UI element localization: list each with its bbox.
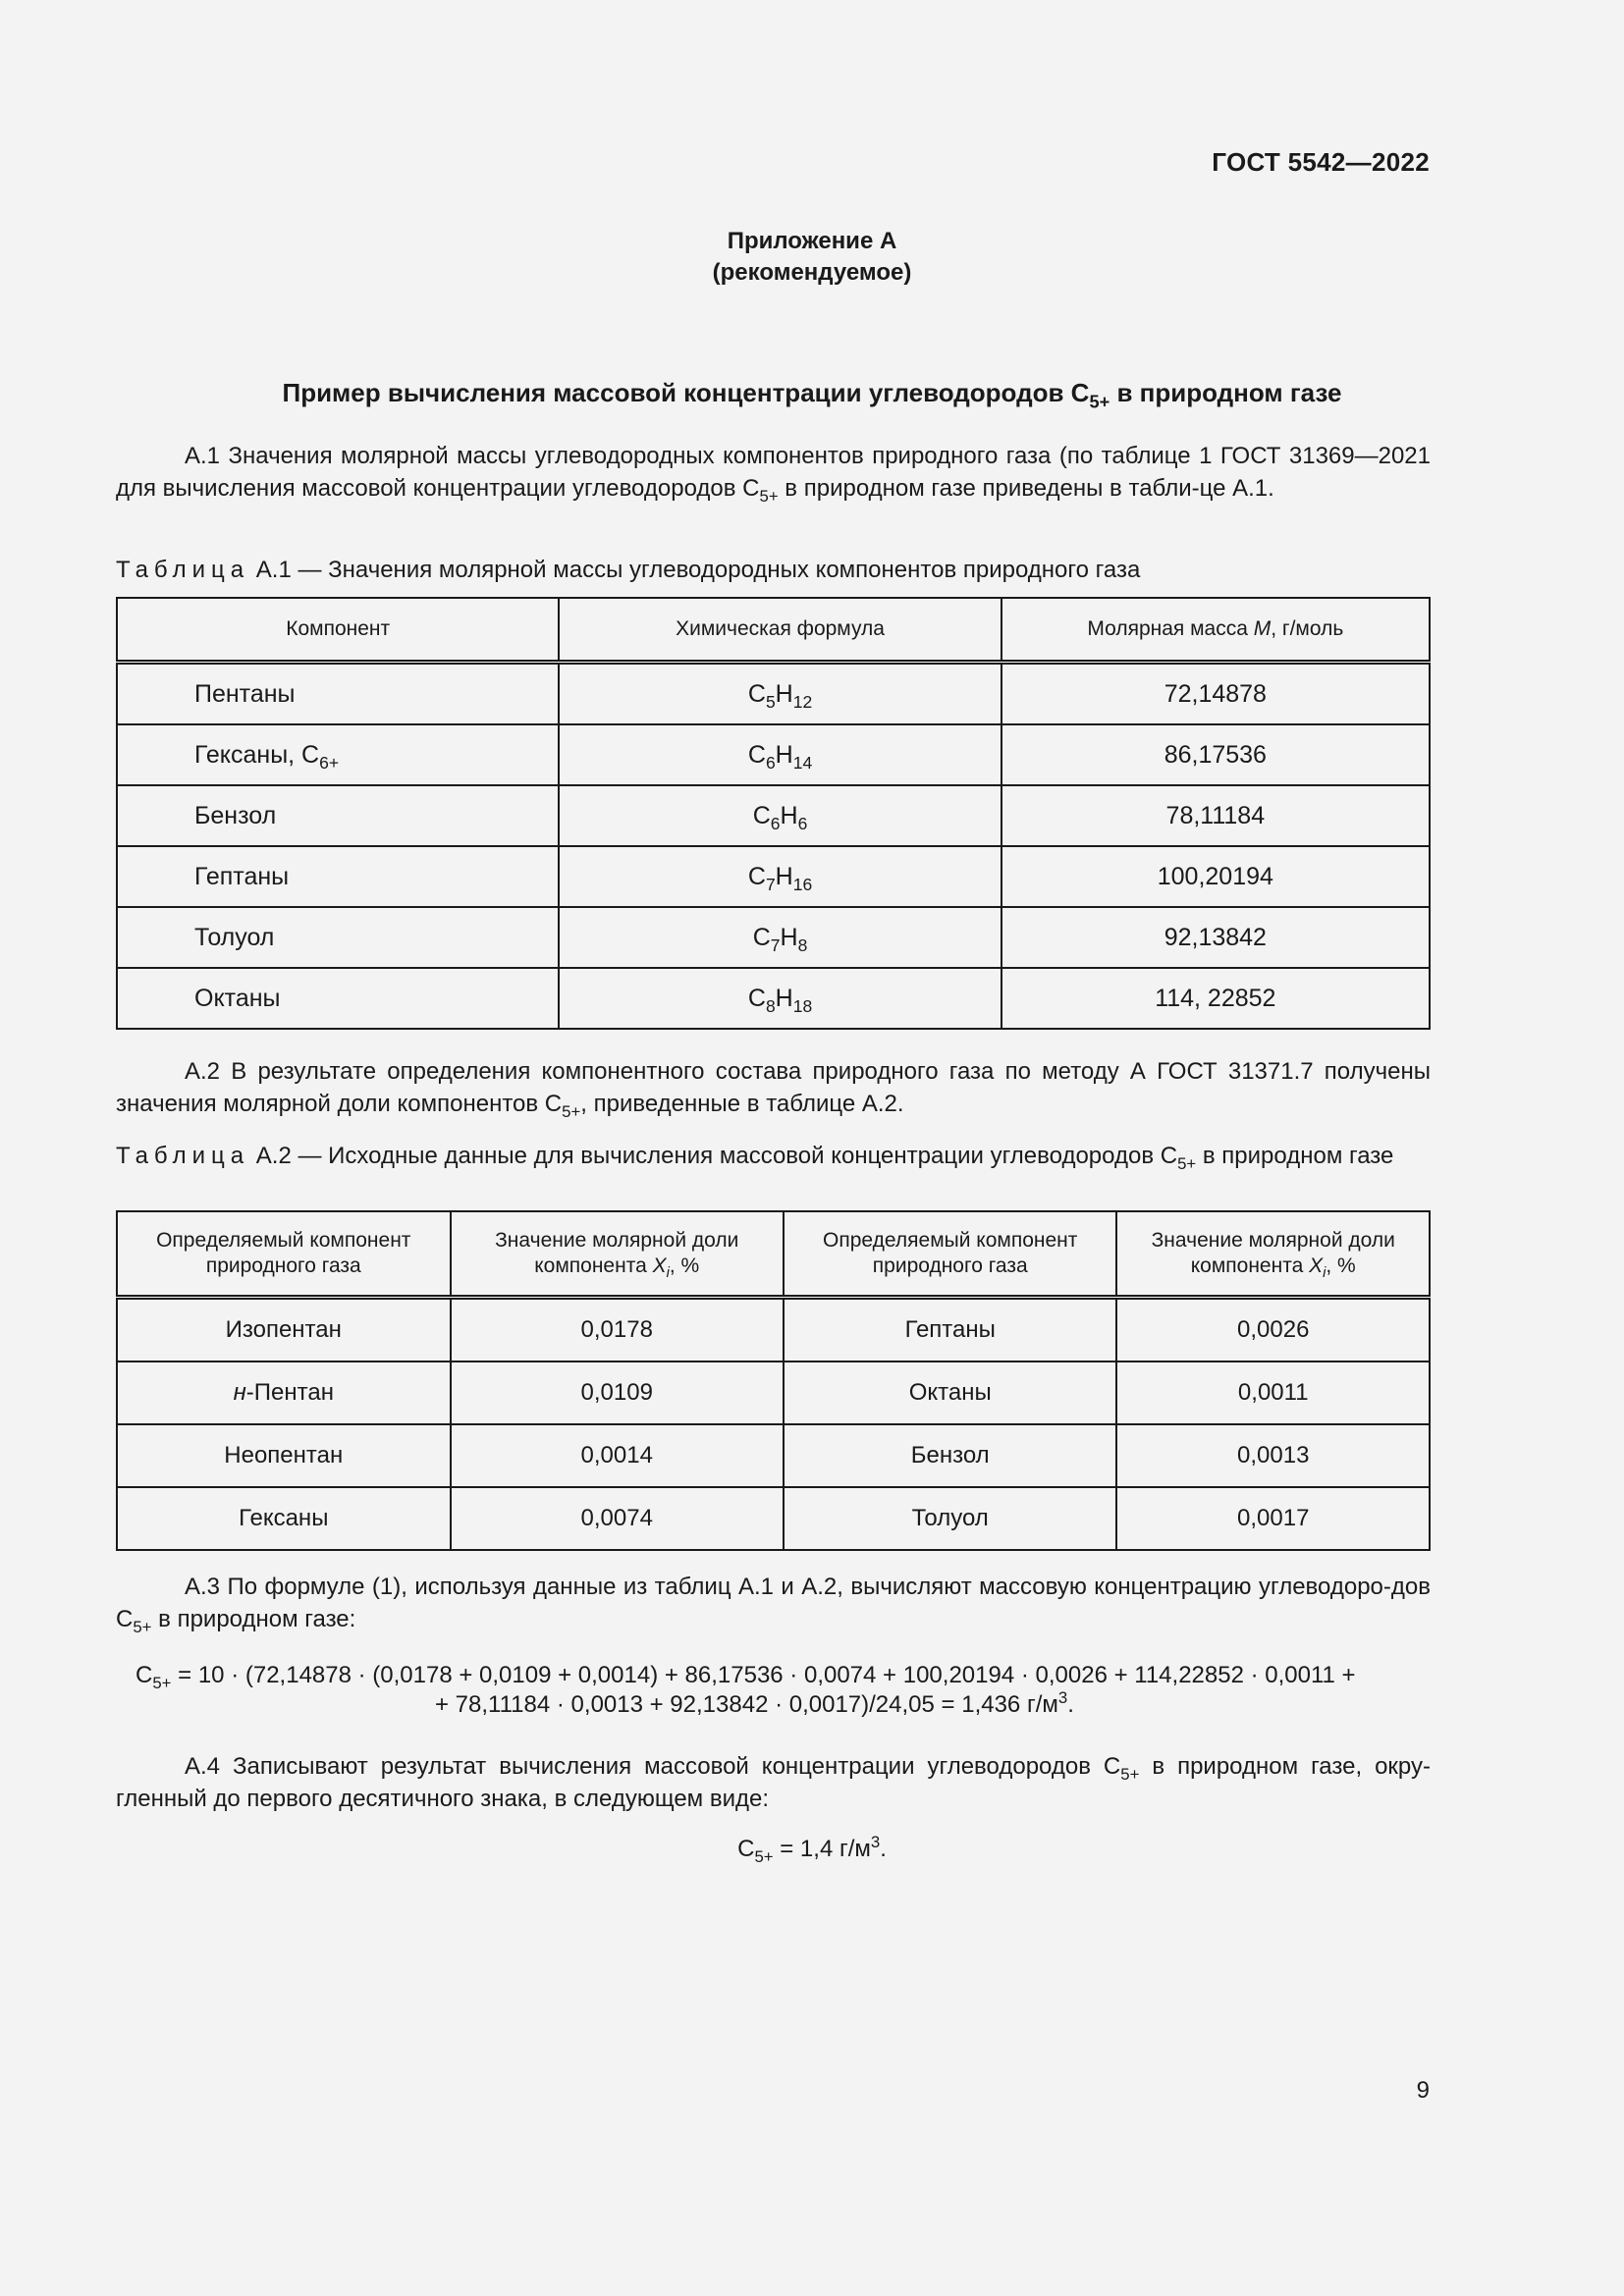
table-row xyxy=(117,785,1430,846)
table-row xyxy=(117,846,1430,907)
table-row xyxy=(117,1362,1430,1424)
table-row xyxy=(117,724,1430,785)
table-row xyxy=(117,1298,1430,1362)
column-header: Молярная масса M, г/моль xyxy=(1001,598,1430,663)
chemical-formula: $С_6Н_6$ xyxy=(559,785,1001,846)
component-name: Толуол xyxy=(117,907,559,968)
paragraph-a2: А.2 В результате определения компонентного состава природного газа по методу А ГОСТ 31371.7 получены значения молярной доли компонентов $С_{5+}$, приведенные в таблице А.2. xyxy=(116,1058,1431,1121)
paragraph-label: А.2 xyxy=(185,1058,221,1085)
column-header: Химическая формула xyxy=(559,598,1001,663)
component-name: Октаны xyxy=(117,968,559,1029)
formula-line-2: + 78,11184 · 0,0013 + 92,13842 · 0,0017)/24,05 = 1,436 $г/м^3$. xyxy=(435,1687,1074,1718)
appendix-status: (рекомендуемое) xyxy=(712,259,912,286)
component-name: Толуол xyxy=(784,1487,1117,1550)
column-header: Компонент xyxy=(117,598,559,663)
table-a1 xyxy=(116,597,1431,1030)
component-name: Гексаны, $С_{6+}$ xyxy=(117,724,559,785)
mole-fraction: 0,0026 xyxy=(1116,1298,1430,1362)
molar-mass: 78,11184 xyxy=(1001,785,1430,846)
component-name: Гептаны xyxy=(784,1298,1117,1362)
component-name: Пентаны xyxy=(117,663,559,725)
mole-fraction: 0,0013 xyxy=(1116,1424,1430,1487)
paragraph-label: А.3 xyxy=(185,1574,221,1600)
column-header: Значение молярной доли компонента $X_i$, % xyxy=(1116,1211,1430,1298)
molar-mass: 86,17536 xyxy=(1001,724,1430,785)
appendix-title: Приложение А xyxy=(727,228,897,254)
chemical-formula: $С_7Н_{16}$ xyxy=(559,846,1001,907)
chemical-formula: $С_7Н_8$ xyxy=(559,907,1001,968)
section-title: Пример вычисления массовой концентрации углеводородов $С_{5+}$ в природном газе xyxy=(282,378,1342,412)
molar-mass: 92,13842 xyxy=(1001,907,1430,968)
mole-fraction: 0,0017 xyxy=(1116,1487,1430,1550)
mole-fraction: 0,0109 xyxy=(451,1362,784,1424)
formula-line-1: $С_{5+} = 10 \cdot (72,14878 \cdot (0,0178 + 0,0109 + 0,0014) + 86,17536 \cdot 0,0074 + 100,20194 \cdot 0,0026 + 114,22852 \cdot 0,0011$ + xyxy=(135,1662,1356,1692)
mole-fraction: 0,0011 xyxy=(1116,1362,1430,1424)
mole-fraction: 0,0074 xyxy=(451,1487,784,1550)
column-header: Значение молярной доли компонента $X_i$, % xyxy=(451,1211,784,1298)
column-header: Определяемый компонент природного газа xyxy=(117,1211,451,1298)
paragraph-a3: А.3 По формуле (1), используя данные из таблиц А.1 и А.2, вычисляют массовую концентрацию углеводоро-дов $С_{5+}$ в природном газе: xyxy=(116,1574,1431,1636)
table-a2-caption: Таблица А.2 — Исходные данные для вычисления массовой концентрации углеводородов $С_{5+}$ в природном газе xyxy=(116,1143,1394,1173)
paragraph-a1: А.1 Значения молярной массы углеводородных компонентов природного газа (по таблице 1 ГОСТ 31369—2021 для вычисления массовой концентрации углеводородов $С_{5+}$ в природном газе приведены в табли-це А.1. xyxy=(116,443,1432,506)
table-a1-caption: Таблица А.1 — Значения молярной массы углеводородных компонентов природного газа xyxy=(116,557,1141,583)
page-number: 9 xyxy=(1416,2077,1430,2104)
paragraph-label: А.4 xyxy=(185,1753,221,1780)
table-row xyxy=(117,907,1430,968)
component-name: Бензол xyxy=(784,1424,1117,1487)
molar-mass: 100,20194 xyxy=(1001,846,1430,907)
chemical-formula: $С_8Н_{18}$ xyxy=(559,968,1001,1029)
component-name: Изопентан xyxy=(117,1298,451,1362)
appendix-heading xyxy=(0,226,1624,289)
molar-mass: 72,14878 xyxy=(1001,663,1430,725)
component-name: Гексаны xyxy=(117,1487,451,1550)
molar-mass: 114, 22852 xyxy=(1001,968,1430,1029)
table-header-row xyxy=(117,1211,1430,1298)
result-formula: $С_{5+} = 1,4$ $г/м^3$. xyxy=(737,1832,887,1866)
mole-fraction: 0,0178 xyxy=(451,1298,784,1362)
component-name: Бензол xyxy=(117,785,559,846)
table-header-row xyxy=(117,598,1430,663)
chemical-formula: $С_5Н_{12}$ xyxy=(559,663,1001,725)
component-name: Октаны xyxy=(784,1362,1117,1424)
component-name: Неопентан xyxy=(117,1424,451,1487)
table-row xyxy=(117,1487,1430,1550)
paragraph-label: А.1 xyxy=(185,443,221,469)
component-name: Гептаны xyxy=(117,846,559,907)
table-a2 xyxy=(116,1210,1431,1551)
column-header: Определяемый компонент природного газа xyxy=(784,1211,1117,1298)
table-row xyxy=(117,1424,1430,1487)
standard-id: ГОСТ 5542—2022 xyxy=(1212,147,1430,177)
table-row xyxy=(117,663,1430,725)
component-name: н-Пентан xyxy=(117,1362,451,1424)
chemical-formula: $С_6Н_{14}$ xyxy=(559,724,1001,785)
mole-fraction: 0,0014 xyxy=(451,1424,784,1487)
paragraph-a4: А.4 Записывают результат вычисления массовой концентрации углеводородов $С_{5+}$ в природном газе, окру-гленный до первого десятичного знака, в следующем виде: xyxy=(116,1753,1432,1812)
table-row xyxy=(117,968,1430,1029)
